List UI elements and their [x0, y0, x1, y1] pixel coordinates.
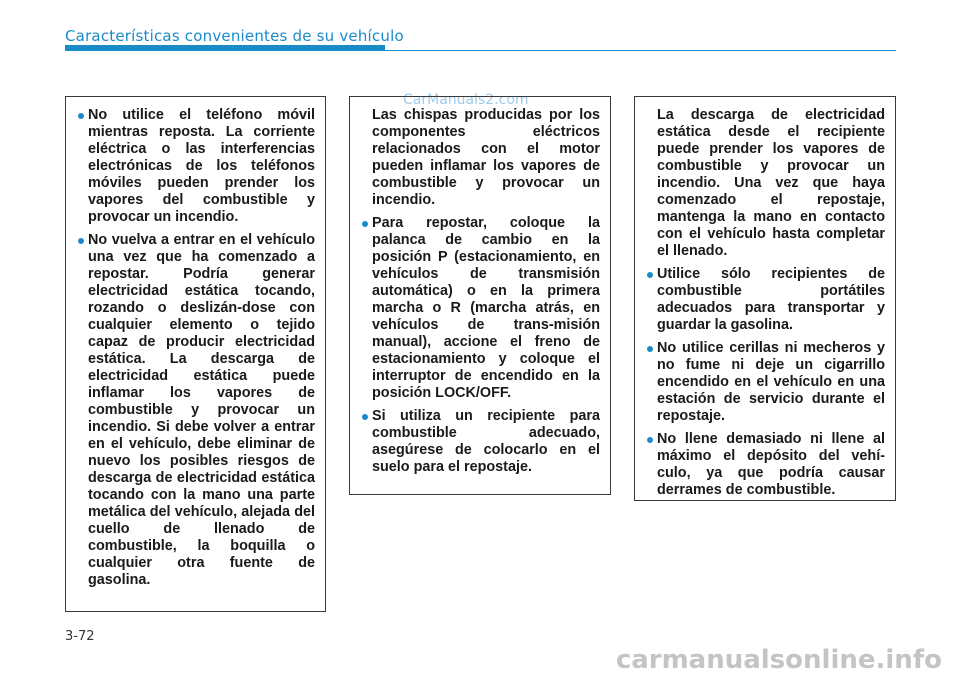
warning-box-3 — [634, 96, 896, 501]
watermark-top: CarManuals2.com — [403, 92, 529, 108]
list-item: No utilice cerillas ni mecheros y no fume ni deje un cigarrillo encendido en el vehículo en una estación de servicio durante el repostaje. — [647, 340, 885, 425]
warning-box-1 — [65, 96, 326, 612]
list-item: No vuelva a entrar en el vehículo una vez que ha comenzado a repostar. Podría generar electricidad estática tocando, rozando o deslizán-dose con cualquier elemento o tejido capaz de producir electricidad estática. La descarga de electricidad estática puede inflamar los vapores de combustible y provocar un incendio. Si debe volver a entrar en el vehículo, debe eliminar de nuevo los posibles riesgos de descarga de electricidad estática tocando con la mano una parte metálica del vehículo, alejada del cuello de llenado de combustible, la boquilla o cualquier otra fuente de gasolina. — [78, 232, 315, 589]
warning-box-2 — [349, 96, 611, 495]
list-item: La descarga de electricidad estática desde el recipiente puede prender los vapores de combustible y provocar un incendio. Una vez que haya comenzado el repostaje, mantenga la mano en contacto con el vehículo hasta completar el llenado. — [657, 107, 885, 259]
header-title: Características convenientes de su vehículo — [65, 27, 404, 45]
list-item: Si utiliza un recipiente para combustible adecuado, asegúrese de colocarlo en el suelo para el repostaje. — [362, 408, 600, 476]
page-number: 3-72 — [65, 629, 95, 644]
list-item: No utilice el teléfono móvil mientras reposta. La corriente eléctrica o las interferencias electrónicas de los teléfonos móviles pueden prender los vapores del combustible y provocar un incendio. — [78, 107, 315, 226]
list-item: No llene demasiado ni llene al máximo el depósito del vehí-culo, ya que podría causar derrames de combustible. — [647, 431, 885, 499]
list-item: Las chispas producidas por los componentes eléctricos relacionados con el motor pueden inflamar los vapores de combustible y provocar un incendio. — [372, 107, 600, 208]
watermark-bottom: carmanualsonline.info — [615, 645, 942, 675]
header-rule-thin — [65, 50, 896, 51]
list-item: Utilice sólo recipientes de combustible portátiles adecuados para transportar y guardar la gasolina. — [647, 266, 885, 334]
list-item: Para repostar, coloque la palanca de cambio en la posición P (estacionamiento, en vehículos de transmisión automática) o en la primera marcha o R (marcha atrás, en vehículos de trans-misión manual), accione el freno de estacionamiento y coloque el interruptor de encendido en la posición LOCK/OFF. — [362, 215, 600, 402]
